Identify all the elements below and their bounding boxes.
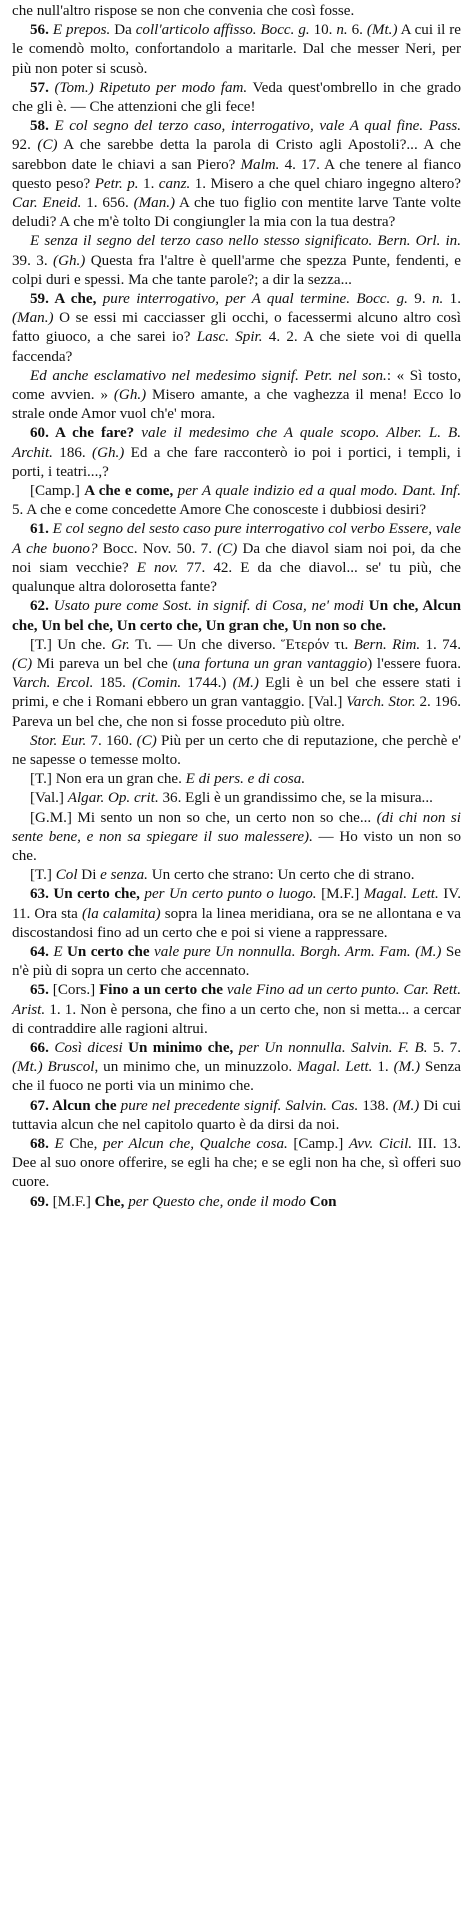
dictionary-entry-e56: 56. E prepos. Da coll'articolo affisso. Bocc. g. 10. n. 6. (Mt.) A cui il re le comendò molto, confortandolo a maritarle. Dal che messer Neri, per più non poter si scusò. [12,22,461,77]
dictionary-entry-e67: 67. Alcun che pure nel precedente signif. Salvin. Cas. 138. (M.) Di cui tuttavia alcun che nel capitolo quarto è da dirsi da noi. [12,1097,461,1133]
dictionary-entry-e55: che null'altro rispose se non che convenia che così fosse. [12,3,355,19]
dictionary-entry-e62e: [Val.] Algar. Op. crit. 36. Egli è un grandissimo che, se la misura... [30,790,433,807]
dictionary-entry-e62b: [T.] Un che. Gr. Τι. — Un che diverso. Ἕτερόν τι. Bern. Rim. 1. 74. (C) Mi pareva un bel che (una fortuna un gran vantaggio) l'essere fuora. Varch. Ercol. 185. (Comin. 1744.) (M.) Egli è un bel che essere stati i primi, e che i Romani ebbero un gran vantaggio. [Val.] Varch. Stor. 2. 196. Pareva un bel che, che non si fosse proceduto più oltre. [12,636,462,730]
dictionary-entry-e59b: Ed anche esclamativo nel medesimo signif. Petr. nel son.: « Sì tosto, come avvien. » (Gh.) Misero amante, a che vaghezza il mena! Ecco lo strale onde Amor vuol ch'e' mora. [12,367,461,423]
dictionary-entry-e62f: [G.M.] Mi sento un non so che, un certo non so che... (di chi non si sente bene, e non sa spiegare il suo malessere). — Ho visto un non so che. [12,809,461,864]
dictionary-entry-e64: 64. E Un certo che vale pure Un nonnulla. Borgh. Arm. Fam. (M.) Se n'è più di sopra un certo che accennato. [12,943,461,980]
dictionary-entry-e57: 57. (Tom.) Ripetuto per modo fam. Veda quest'ombrello in che grado che gli è. — Che attenzioni che gli fece! [12,79,461,116]
dictionary-entry-e62g: [T.] Col Di e senza. Un certo che strano: Un certo che di strano. [30,867,415,884]
dictionary-entry-e61: 61. E col segno del sesto caso pure interrogativo col verbo Essere, vale A che buono? Bocc. Nov. 50. 7. (C) Da che diavol siam noi poi, da che noi siam vecchie? E nov. 77. 42. E da che diavol... se' tu più, che qualunque altra dolorosetta fante? [12,521,461,596]
dictionary-entry-e66: 66. Così dicesi Un minimo che, per Un nonnulla. Salvin. F. B. 5. 7. (Mt.) Bruscol, un minimo che, un minuzzolo. Magal. Lett. 1. (M.) Senza che il fuoco ne porti via un minimo che. [12,1039,461,1095]
dictionary-entry-e62c: Stor. Eur. 7. 160. (C) Più per un certo che di reputazione, che perchè e' ne sapesse o temesse molto. [12,732,461,768]
dictionary-entry-e62d: [T.] Non era un gran che. E di pers. e di cosa. [30,771,306,788]
dictionary-entry-e65: 65. [Cors.] Fino a un certo che vale Fino ad un certo punto. Car. Rett. Arist. 1. 1. Non è persona, che fino a un certo che, non si metta... a cercar di contraddire alle ragioni altrui. [12,982,462,1037]
dictionary-entry-e63: 63. Un certo che, per Un certo punto o luogo. [M.F.] Magal. Lett. IV. 11. Ora sta (la calamita) sopra la linea meridiana, ora se ne allontana e va discostandosi fino ad un certo che e poi si viene a rappressare. [12,886,462,941]
dictionary-entry-e68: 68. E Che, per Alcun che, Qualche cosa. [Camp.] Avv. Cicil. III. 13. Dee al suo onore offerire, se egli ha che; e se egli non ha che, sì offeri suo cuore. [12,1135,461,1191]
dictionary-entry-e58b: E senza il segno del terzo caso nello stesso significato. Bern. Orl. in. 39. 3. (Gh.) Questa fra l'altre è quell'arme che spezza Punte, fendenti, e colpi duri e spessi. Ma che tante parole?; a dir la sezza... [12,233,461,288]
dictionary-entry-e60b: [Camp.] A che e come, per A quale indizio ed a qual modo. Dant. Inf. 5. A che e come concedette Amore Che conosceste i dubbiosi desiri? [12,483,461,519]
dictionary-entry-e60: 60. A che fare? vale il medesimo che A quale scopo. Alber. L. B. Archit. 186. (Gh.) Ed a che fare racconterò io poi i portici, i templi, i porti, i teatri...,? [12,425,462,480]
dictionary-entry-e58: 58. E col segno del terzo caso, interrogativo, vale A qual fine. Pass. 92. (C) A che sarebbe detta la parola di Cristo agli Apostoli?... A che sarebbon date le chiavi a san Piero? Malm. 4. 17. A che tenere al fianco questo peso? Petr. p. 1. canz. 1. Misero a che quel chiaro ingegno altero? Car. Eneid. 1. 656. (Man.) A che tuo figlio con mentite larve Tante volte deludi? A che m'è tolto Di congiungler la mia con la tua destra? [12,118,462,231]
dictionary-entry-e62: 62. Usato pure come Sost. in signif. di Cosa, ne' modi Un che, Alcun che, Un bel che, Un certo che, Un gran che, Un non so che. [12,598,461,634]
dictionary-entry-e69: 69. [M.F.] Che, per Questo che, onde il modo Con [30,1193,337,1210]
dictionary-entry-e59: 59. A che, pure interrogativo, per A qual termine. Bocc. g. 9. n. 1. (Man.) O se essi mi cacciasser gli occhi, o facessermi alcuno altro così fatto giuoco, a che sarei io? Lasc. Spir. 4. 2. A che siete voi di quella faccenda? [12,291,462,365]
